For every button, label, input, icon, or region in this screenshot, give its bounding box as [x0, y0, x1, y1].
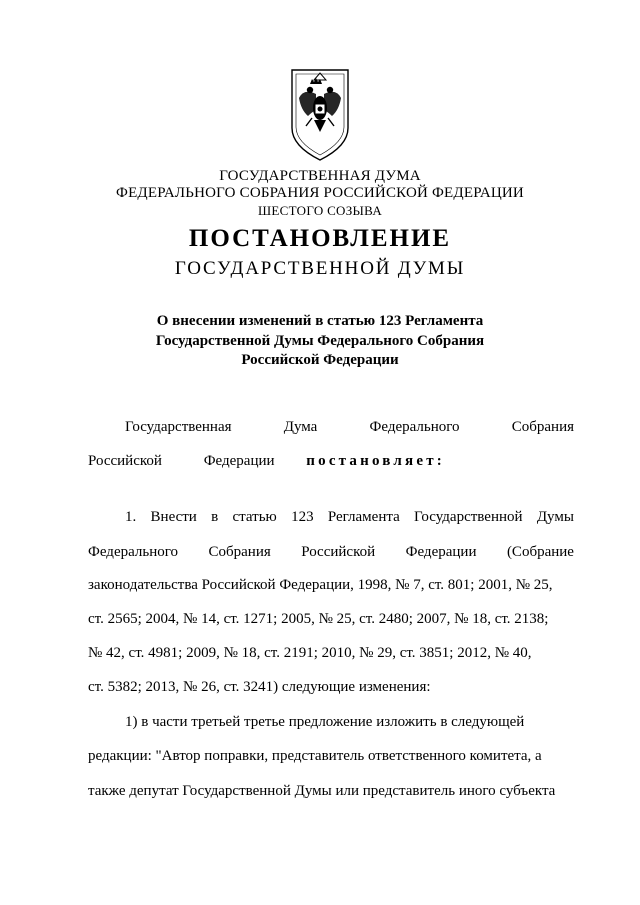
word: Российской: [88, 453, 162, 469]
word: Собрания: [208, 544, 271, 560]
word: 123: [291, 509, 314, 525]
word: Дума: [283, 419, 318, 435]
subject-line-2: Государственной Думы Федерального Собрания: [155, 333, 485, 349]
subject-line-3: Российской Федерации: [241, 352, 399, 368]
item1-line-6: ст. 5382; 2013, № 26, ст. 3241) следующие изменения:: [88, 679, 431, 695]
item1-line-3: законодательства Российской Федерации, 1998, № 7, ст. 801; 2001, № 25,: [88, 577, 553, 593]
word: (Собрание: [506, 544, 574, 560]
word: Федерального: [88, 544, 179, 560]
sub1-line-1: 1) в части третьей третье предложение изложить в следующей: [125, 714, 525, 730]
word: Собрания: [511, 419, 574, 435]
item1-line-5: № 42, ст. 4981; 2009, № 18, ст. 2191; 2010, № 29, ст. 3851; 2012, № 40,: [88, 645, 532, 661]
item1-line-2: [88, 544, 574, 561]
issuer-line-1: ГОСУДАРСТВЕННАЯ ДУМА: [219, 168, 421, 184]
word: Внести: [150, 509, 197, 525]
word: 1.: [125, 509, 137, 525]
subject-line-1: О внесении изменений в статью 123 Регламента: [156, 313, 484, 329]
convocation-line: ШЕСТОГО СОЗЫВА: [257, 203, 383, 218]
decree-verb: постановляет:: [306, 453, 445, 469]
issuer-line-2: ФЕДЕРАЛЬНОГО СОБРАНИЯ РОССИЙСКОЙ ФЕДЕРАЦИИ: [116, 185, 524, 201]
word: Российской: [301, 544, 376, 560]
preamble-line-2: [88, 453, 574, 470]
sub1-line-2: редакции: "Автор поправки, представитель ответственного комитета, а: [88, 748, 542, 764]
document-subtitle: ГОСУДАРСТВЕННОЙ ДУМЫ: [174, 258, 466, 279]
word: Федерального: [369, 419, 460, 435]
word: Государственная: [125, 419, 232, 435]
word: Регламента: [327, 509, 400, 525]
preamble-line-1: [125, 419, 574, 436]
word: в: [211, 509, 219, 525]
item1-line-4: ст. 2565; 2004, № 14, ст. 1271; 2005, № 25, ст. 2480; 2007, № 18, ст. 2138;: [88, 611, 549, 627]
document-title: ПОСТАНОВЛЕНИЕ: [188, 225, 452, 252]
word: статью: [232, 509, 277, 525]
item1-line-1: [125, 509, 574, 526]
word: Федерации: [405, 544, 477, 560]
word: Государственной: [414, 509, 523, 525]
coat-of-arms-emblem: [288, 66, 352, 164]
word: Думы: [536, 509, 574, 525]
sub1-line-3: также депутат Государственной Думы или представитель иного субъекта: [88, 783, 556, 799]
word: Федерации: [203, 453, 275, 469]
